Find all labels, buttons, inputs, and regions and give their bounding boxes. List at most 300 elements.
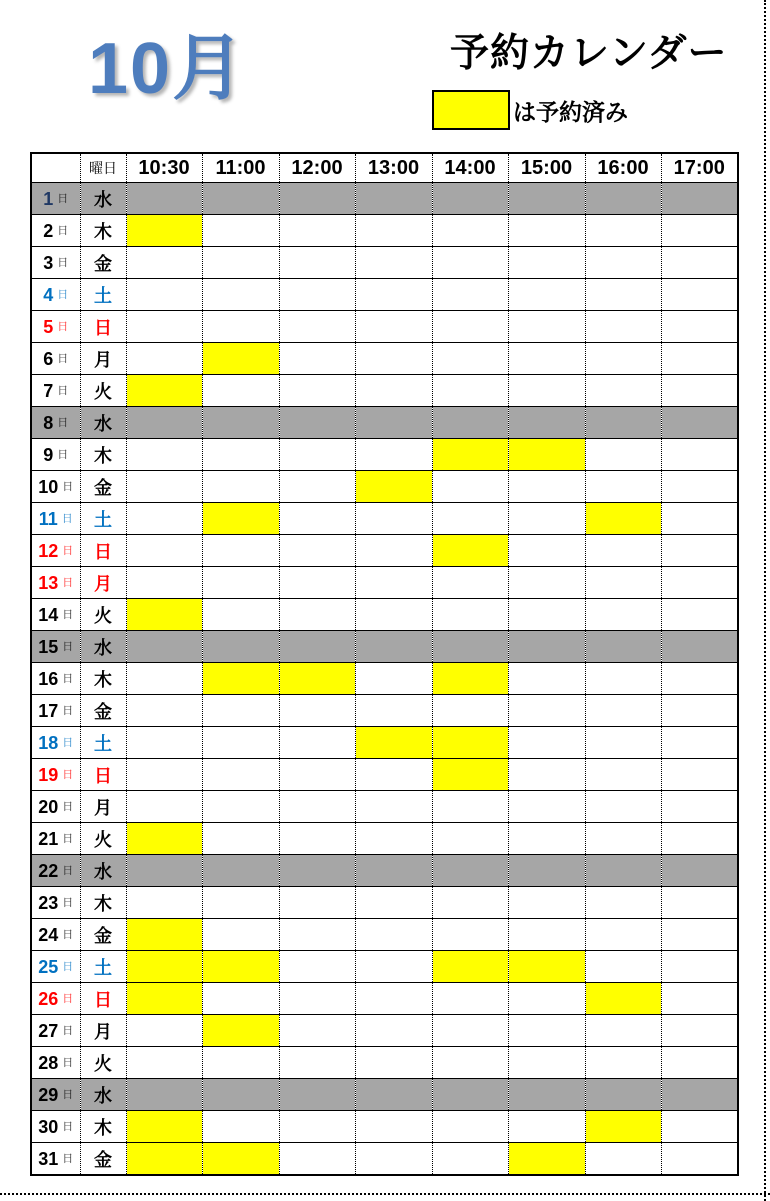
slot-cell[interactable]	[202, 695, 279, 727]
slot-cell[interactable]	[126, 567, 202, 599]
slot-cell[interactable]	[661, 535, 738, 567]
slot-cell[interactable]	[126, 247, 202, 279]
slot-cell[interactable]	[661, 375, 738, 407]
slot-cell-booked[interactable]	[202, 663, 279, 695]
slot-cell[interactable]	[279, 439, 355, 471]
closed-cell	[661, 855, 738, 887]
closed-cell	[585, 855, 661, 887]
slot-cell[interactable]	[355, 1015, 432, 1047]
slot-cell[interactable]	[508, 1111, 585, 1143]
day-suffix: 日	[62, 609, 74, 621]
slot-cell[interactable]	[661, 791, 738, 823]
slot-cell[interactable]	[585, 951, 661, 983]
slot-cell[interactable]	[661, 1047, 738, 1079]
slot-cell[interactable]	[508, 599, 585, 631]
day-suffix: 日	[57, 385, 69, 397]
closed-cell	[661, 631, 738, 663]
slot-cell[interactable]	[279, 599, 355, 631]
slot-cell[interactable]	[202, 439, 279, 471]
slot-cell-booked[interactable]	[432, 727, 508, 759]
slot-cell[interactable]	[355, 695, 432, 727]
weekday-cell: 水	[80, 183, 126, 215]
day-number: 22	[38, 860, 59, 881]
slot-cell[interactable]	[279, 1015, 355, 1047]
day-suffix: 日	[62, 545, 74, 557]
day-number: 27	[38, 1020, 59, 1041]
slot-cell[interactable]	[355, 823, 432, 855]
slot-cell[interactable]	[202, 567, 279, 599]
slot-cell[interactable]	[508, 791, 585, 823]
slot-cell[interactable]	[432, 1047, 508, 1079]
slot-cell[interactable]	[432, 215, 508, 247]
slot-cell[interactable]	[355, 887, 432, 919]
closed-cell	[202, 631, 279, 663]
slot-cell[interactable]	[661, 1143, 738, 1176]
slot-cell[interactable]	[279, 343, 355, 375]
slot-cell[interactable]	[355, 247, 432, 279]
slot-cell[interactable]	[355, 951, 432, 983]
slot-cell-booked[interactable]	[126, 599, 202, 631]
slot-cell-booked[interactable]	[508, 439, 585, 471]
slot-cell-booked[interactable]	[355, 727, 432, 759]
day-suffix: 日	[62, 641, 74, 653]
weekday-cell: 水	[80, 1079, 126, 1111]
closed-cell	[432, 855, 508, 887]
table-row	[31, 791, 738, 823]
slot-cell-booked[interactable]	[432, 951, 508, 983]
table-row	[31, 439, 738, 471]
slot-cell[interactable]	[355, 599, 432, 631]
slot-cell-booked[interactable]	[355, 471, 432, 503]
closed-cell	[508, 1079, 585, 1111]
slot-cell[interactable]	[202, 247, 279, 279]
closed-cell	[355, 855, 432, 887]
slot-cell[interactable]	[661, 759, 738, 791]
slot-cell-booked[interactable]	[126, 375, 202, 407]
slot-cell[interactable]	[355, 983, 432, 1015]
weekday-cell: 日	[80, 759, 126, 791]
slot-cell[interactable]	[279, 791, 355, 823]
slot-cell[interactable]	[202, 887, 279, 919]
slot-cell[interactable]	[126, 503, 202, 535]
slot-cell[interactable]	[585, 343, 661, 375]
slot-cell-booked[interactable]	[202, 1143, 279, 1176]
slot-cell[interactable]	[126, 727, 202, 759]
slot-cell[interactable]	[661, 599, 738, 631]
slot-cell[interactable]	[585, 1015, 661, 1047]
closed-cell	[508, 407, 585, 439]
slot-cell[interactable]	[585, 567, 661, 599]
slot-cell[interactable]	[432, 695, 508, 727]
day-suffix: 日	[57, 417, 69, 429]
slot-cell[interactable]	[432, 887, 508, 919]
closed-cell	[355, 407, 432, 439]
day-cell	[31, 375, 80, 407]
slot-cell[interactable]	[508, 375, 585, 407]
slot-cell[interactable]	[355, 1047, 432, 1079]
booked-legend-swatch	[432, 90, 510, 130]
slot-cell[interactable]	[661, 663, 738, 695]
slot-cell[interactable]	[126, 887, 202, 919]
slot-cell[interactable]	[126, 695, 202, 727]
slot-cell[interactable]	[508, 567, 585, 599]
closed-cell	[126, 183, 202, 215]
slot-cell[interactable]	[585, 695, 661, 727]
slot-cell[interactable]	[585, 279, 661, 311]
slot-cell[interactable]	[355, 535, 432, 567]
slot-cell[interactable]	[126, 791, 202, 823]
slot-cell[interactable]	[279, 215, 355, 247]
slot-cell[interactable]	[202, 535, 279, 567]
slot-cell-booked[interactable]	[508, 951, 585, 983]
slot-cell[interactable]	[508, 535, 585, 567]
slot-cell[interactable]	[279, 503, 355, 535]
slot-cell[interactable]	[279, 727, 355, 759]
slot-cell[interactable]	[585, 375, 661, 407]
slot-cell[interactable]	[432, 1143, 508, 1176]
slot-cell[interactable]	[432, 503, 508, 535]
slot-cell[interactable]	[585, 1047, 661, 1079]
slot-cell[interactable]	[279, 1111, 355, 1143]
slot-cell[interactable]	[202, 727, 279, 759]
weekday-cell: 水	[80, 631, 126, 663]
slot-cell[interactable]	[202, 823, 279, 855]
table-row	[31, 983, 738, 1015]
slot-cell[interactable]	[126, 1047, 202, 1079]
slot-cell[interactable]	[202, 215, 279, 247]
slot-cell[interactable]	[202, 1111, 279, 1143]
day-number: 9	[43, 444, 54, 465]
slot-cell[interactable]	[508, 759, 585, 791]
slot-cell[interactable]	[355, 791, 432, 823]
slot-cell[interactable]	[279, 567, 355, 599]
slot-cell-booked[interactable]	[432, 663, 508, 695]
slot-cell[interactable]	[432, 599, 508, 631]
slot-cell[interactable]	[585, 471, 661, 503]
slot-cell[interactable]	[432, 343, 508, 375]
day-number: 12	[38, 540, 59, 561]
day-suffix: 日	[57, 193, 69, 205]
slot-cell[interactable]	[279, 983, 355, 1015]
day-number: 31	[38, 1148, 59, 1169]
slot-cell[interactable]	[355, 311, 432, 343]
day-number: 21	[38, 828, 59, 849]
slot-cell[interactable]	[432, 1111, 508, 1143]
closed-cell	[585, 631, 661, 663]
slot-cell[interactable]	[202, 983, 279, 1015]
slot-cell[interactable]	[661, 567, 738, 599]
slot-cell[interactable]	[279, 951, 355, 983]
slot-cell[interactable]	[355, 759, 432, 791]
slot-cell[interactable]	[126, 663, 202, 695]
slot-cell[interactable]	[432, 471, 508, 503]
day-number: 15	[38, 636, 59, 657]
slot-cell[interactable]	[279, 1143, 355, 1176]
slot-cell[interactable]	[202, 375, 279, 407]
slot-cell[interactable]	[508, 663, 585, 695]
table-row	[31, 855, 738, 887]
slot-cell-booked[interactable]	[126, 1143, 202, 1176]
slot-cell[interactable]	[661, 951, 738, 983]
slot-cell[interactable]	[508, 471, 585, 503]
day-suffix: 日	[62, 897, 74, 909]
slot-cell[interactable]	[355, 215, 432, 247]
slot-cell[interactable]	[279, 919, 355, 951]
slot-cell[interactable]	[585, 727, 661, 759]
closed-cell	[279, 631, 355, 663]
slot-cell-booked[interactable]	[126, 1111, 202, 1143]
slot-cell-booked[interactable]	[279, 663, 355, 695]
slot-cell[interactable]	[508, 1015, 585, 1047]
slot-cell[interactable]	[585, 1143, 661, 1176]
slot-cell[interactable]	[585, 791, 661, 823]
slot-cell[interactable]	[279, 535, 355, 567]
slot-cell[interactable]	[432, 247, 508, 279]
slot-cell-booked[interactable]	[126, 823, 202, 855]
slot-cell[interactable]	[508, 311, 585, 343]
slot-cell[interactable]	[661, 727, 738, 759]
slot-cell[interactable]	[661, 1015, 738, 1047]
slot-cell[interactable]	[355, 919, 432, 951]
table-row	[31, 343, 738, 375]
slot-cell[interactable]	[202, 919, 279, 951]
slot-cell[interactable]	[661, 503, 738, 535]
time-column-header: 14:00	[432, 153, 508, 183]
slot-cell-booked[interactable]	[508, 1143, 585, 1176]
page-title: 予約カレンダー	[450, 32, 728, 75]
slot-cell[interactable]	[585, 599, 661, 631]
closed-cell	[279, 1079, 355, 1111]
slot-cell[interactable]	[202, 1047, 279, 1079]
slot-cell[interactable]	[585, 215, 661, 247]
day-number: 3	[43, 252, 54, 273]
slot-cell[interactable]	[355, 375, 432, 407]
day-suffix: 日	[62, 577, 74, 589]
day-suffix: 日	[62, 705, 74, 717]
closed-cell	[202, 1079, 279, 1111]
slot-cell[interactable]	[661, 1111, 738, 1143]
slot-cell[interactable]	[126, 439, 202, 471]
slot-cell-booked[interactable]	[126, 951, 202, 983]
slot-cell[interactable]	[355, 1143, 432, 1176]
day-suffix: 日	[62, 865, 74, 877]
slot-cell[interactable]	[508, 247, 585, 279]
table-row	[31, 567, 738, 599]
day-suffix: 日	[57, 257, 69, 269]
day-cell	[31, 503, 80, 535]
slot-cell[interactable]	[508, 343, 585, 375]
slot-cell[interactable]	[432, 567, 508, 599]
slot-cell[interactable]	[279, 279, 355, 311]
slot-cell[interactable]	[279, 247, 355, 279]
slot-cell[interactable]	[585, 663, 661, 695]
closed-cell	[279, 183, 355, 215]
slot-cell[interactable]	[202, 279, 279, 311]
slot-cell[interactable]	[432, 375, 508, 407]
slot-cell-booked[interactable]	[202, 951, 279, 983]
slot-cell[interactable]	[202, 759, 279, 791]
day-cell	[31, 1111, 80, 1143]
slot-cell[interactable]	[585, 439, 661, 471]
closed-cell	[432, 183, 508, 215]
slot-cell-booked[interactable]	[202, 343, 279, 375]
day-suffix: 日	[62, 1025, 74, 1037]
weekday-cell: 木	[80, 663, 126, 695]
slot-cell[interactable]	[126, 471, 202, 503]
slot-cell[interactable]	[202, 471, 279, 503]
day-number: 30	[38, 1116, 59, 1137]
slot-cell[interactable]	[432, 311, 508, 343]
slot-cell[interactable]	[279, 695, 355, 727]
slot-cell[interactable]	[661, 247, 738, 279]
slot-cell[interactable]	[432, 919, 508, 951]
slot-cell[interactable]	[202, 791, 279, 823]
slot-cell[interactable]	[126, 759, 202, 791]
day-number: 1	[43, 188, 54, 209]
slot-cell-booked[interactable]	[432, 759, 508, 791]
day-suffix: 日	[57, 289, 69, 301]
weekday-cell: 火	[80, 823, 126, 855]
slot-cell[interactable]	[279, 759, 355, 791]
slot-cell[interactable]	[432, 823, 508, 855]
day-cell	[31, 1015, 80, 1047]
slot-cell[interactable]	[432, 983, 508, 1015]
table-row	[31, 407, 738, 439]
slot-cell[interactable]	[432, 791, 508, 823]
day-number: 2	[43, 220, 54, 241]
slot-cell[interactable]	[508, 983, 585, 1015]
slot-cell[interactable]	[661, 471, 738, 503]
slot-cell[interactable]	[585, 311, 661, 343]
table-row	[31, 375, 738, 407]
closed-cell	[202, 407, 279, 439]
slot-cell[interactable]	[355, 279, 432, 311]
slot-cell-booked[interactable]	[202, 1015, 279, 1047]
slot-cell[interactable]	[432, 1015, 508, 1047]
corner-cell	[31, 153, 80, 183]
closed-cell	[126, 855, 202, 887]
slot-cell-booked[interactable]	[202, 503, 279, 535]
slot-cell[interactable]	[126, 343, 202, 375]
reservation-table	[30, 152, 739, 1176]
day-cell	[31, 215, 80, 247]
slot-cell[interactable]	[279, 823, 355, 855]
slot-cell[interactable]	[508, 919, 585, 951]
slot-cell-booked[interactable]	[126, 919, 202, 951]
slot-cell[interactable]	[661, 439, 738, 471]
slot-cell[interactable]	[661, 823, 738, 855]
slot-cell[interactable]	[508, 727, 585, 759]
day-number: 4	[43, 284, 54, 305]
slot-cell[interactable]	[355, 343, 432, 375]
slot-cell[interactable]	[355, 663, 432, 695]
day-cell	[31, 695, 80, 727]
weekday-cell: 日	[80, 535, 126, 567]
slot-cell[interactable]	[585, 919, 661, 951]
slot-cell[interactable]	[202, 599, 279, 631]
slot-cell[interactable]	[585, 247, 661, 279]
weekday-cell: 火	[80, 599, 126, 631]
slot-cell-booked[interactable]	[126, 983, 202, 1015]
slot-cell[interactable]	[661, 983, 738, 1015]
slot-cell-booked[interactable]	[585, 503, 661, 535]
time-column-header: 13:00	[355, 153, 432, 183]
slot-cell[interactable]	[661, 887, 738, 919]
slot-cell[interactable]	[355, 567, 432, 599]
weekday-cell: 土	[80, 503, 126, 535]
slot-cell[interactable]	[508, 887, 585, 919]
closed-cell	[585, 1079, 661, 1111]
slot-cell[interactable]	[126, 279, 202, 311]
slot-cell[interactable]	[661, 919, 738, 951]
slot-cell[interactable]	[432, 279, 508, 311]
slot-cell[interactable]	[202, 311, 279, 343]
slot-cell[interactable]	[126, 1015, 202, 1047]
slot-cell[interactable]	[279, 311, 355, 343]
slot-cell[interactable]	[508, 823, 585, 855]
header-row	[31, 153, 738, 183]
slot-cell-booked[interactable]	[126, 215, 202, 247]
slot-cell[interactable]	[508, 215, 585, 247]
slot-cell[interactable]	[279, 471, 355, 503]
table-row	[31, 823, 738, 855]
closed-cell	[126, 407, 202, 439]
slot-cell[interactable]	[508, 1047, 585, 1079]
slot-cell[interactable]	[661, 695, 738, 727]
slot-cell-booked[interactable]	[432, 535, 508, 567]
day-cell	[31, 727, 80, 759]
slot-cell[interactable]	[585, 887, 661, 919]
slot-cell[interactable]	[508, 503, 585, 535]
day-suffix: 日	[57, 225, 69, 237]
slot-cell-booked[interactable]	[432, 439, 508, 471]
day-suffix: 日	[57, 321, 69, 333]
month-title: 10月	[88, 29, 247, 109]
slot-cell-booked[interactable]	[585, 983, 661, 1015]
time-column-header: 11:00	[202, 153, 279, 183]
slot-cell[interactable]	[508, 695, 585, 727]
closed-cell	[432, 1079, 508, 1111]
slot-cell[interactable]	[585, 759, 661, 791]
slot-cell[interactable]	[279, 887, 355, 919]
weekday-cell: 金	[80, 695, 126, 727]
day-suffix: 日	[57, 449, 69, 461]
day-cell	[31, 983, 80, 1015]
day-suffix: 日	[62, 737, 74, 749]
day-cell	[31, 343, 80, 375]
day-cell	[31, 663, 80, 695]
slot-cell[interactable]	[355, 439, 432, 471]
slot-cell[interactable]	[126, 311, 202, 343]
weekday-cell: 土	[80, 727, 126, 759]
slot-cell[interactable]	[355, 503, 432, 535]
slot-cell[interactable]	[661, 311, 738, 343]
slot-cell[interactable]	[585, 823, 661, 855]
slot-cell[interactable]	[279, 1047, 355, 1079]
slot-cell-booked[interactable]	[585, 1111, 661, 1143]
slot-cell[interactable]	[508, 279, 585, 311]
slot-cell[interactable]	[279, 375, 355, 407]
slot-cell[interactable]	[355, 1111, 432, 1143]
table-row	[31, 599, 738, 631]
slot-cell[interactable]	[585, 535, 661, 567]
table-row	[31, 951, 738, 983]
day-cell	[31, 439, 80, 471]
slot-cell[interactable]	[661, 215, 738, 247]
slot-cell[interactable]	[661, 279, 738, 311]
slot-cell[interactable]	[126, 535, 202, 567]
slot-cell[interactable]	[661, 343, 738, 375]
